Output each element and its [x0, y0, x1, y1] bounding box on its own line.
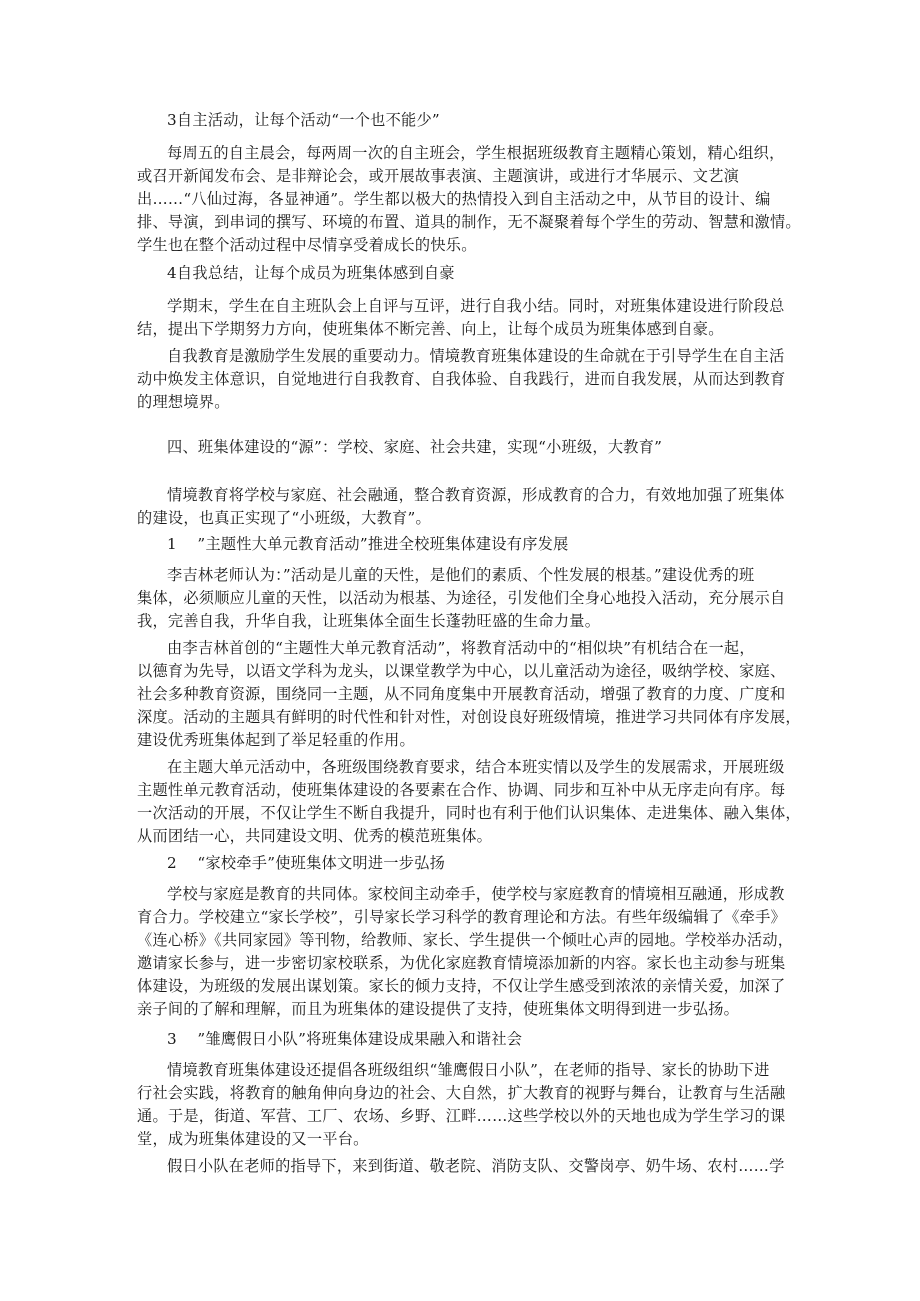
heading-self-activity: 3自主活动，让每个活动“一个也不能少”	[167, 111, 440, 129]
subheading-theme-activity: 1 ”主题性大单元教育活动”推进全校班集体建设有序发展	[167, 535, 569, 553]
paragraph-line: 从而团结一心，共同建设文明、优秀的模范班集体。	[137, 827, 493, 845]
paragraph-line: 的理想境界。	[137, 393, 230, 411]
paragraph-line: 情境教育将学校与家庭、社会融通，整合教育资源，形成教育的合力，有效地加强了班集体	[167, 486, 785, 504]
paragraph-line: 一次活动的开展，不仅让学生不断自我提升，同时也有利于他们认识集体、走进集体、融入集体，	[137, 804, 801, 822]
paragraph-line: 李吉林老师认为：”活动是儿童的天性，是他们的素质、个性发展的根基。”建设优秀的班	[167, 566, 755, 584]
paragraph-line: 由李吉林首创的“主题性大单元教育活动”，将教育活动中的“相似块”有机结合在一起，	[167, 639, 755, 657]
paragraph-line: 集体，必须顺应儿童的天性，以活动为根基、为途径，引发他们全身心地投入活动，充分展示自	[137, 589, 786, 607]
paragraph-line: 排、导演，到串词的撰写、环境的布置、道具的制作，无不凝聚着每个学生的劳动、智慧和激情。	[137, 213, 801, 231]
paragraph-line: 堂，成为班集体建设的又一平台。	[137, 1130, 369, 1148]
paragraph-line: 出……“八仙过海，各显神通”。学生都以极大的热情投入到自主活动之中，从节目的设计、编	[137, 190, 771, 208]
paragraph-line: 社会多种教育资源，围绕同一主题，从不同角度集中开展教育活动，增强了教育的力度、广度和	[137, 685, 786, 703]
subheading-home-school: 2 “家校牵手”使班集体文明进一步弘扬	[167, 854, 446, 872]
paragraph-line: 在主题大单元活动中，各班级围绕教育要求，结合本班实情以及学生的发展需求，开展班级	[167, 758, 785, 776]
paragraph-line: 情境教育班集体建设还提倡各班级组织“雏鹰假日小队”，在老师的指导、家长的协助下进	[167, 1061, 770, 1079]
paragraph-line: 建设优秀班集体起到了举足轻重的作用。	[137, 731, 415, 749]
paragraph-line: 通。于是，街道、军营、工厂、农场、乡野、江畔……这些学校以外的天地也成为学生学习的课	[137, 1107, 786, 1125]
paragraph-line: 学校与家庭是教育的共同体。家校间主动牵手，使学校与家庭教育的情境相互融通，形成教	[167, 885, 785, 903]
paragraph-line: 行社会实践，将教育的触角伸向身边的社会、大自然，扩大教育的视野与舞台，让教育与生活融	[137, 1084, 786, 1102]
paragraph-line: 亲子间的了解和理解，而且为班集体的建设提供了支持，使班集体文明得到进一步弘扬。	[137, 1000, 740, 1018]
paragraph-line: 体建设，为班级的发展出谋划策。家长的倾力支持，不仅让学生感受到浓浓的亲情关爱，加深了	[137, 977, 786, 995]
paragraph-line: 《连心桥》《共同家园》等刊物，给教师、家长、学生提供一个倾吐心声的园地。学校举办活动，	[137, 931, 794, 949]
paragraph-line: 以德育为先导，以语文学科为龙头，以课堂教学为中心，以儿童活动为途径，吸纳学校、家庭、	[137, 662, 786, 680]
paragraph-line: 的建设，也真正实现了“小班级，大教育”。	[137, 509, 431, 527]
paragraph-line: 育合力。学校建立“家长学校”，引导家长学习科学的教育理论和方法。有些年级编辑了《牵手》	[137, 908, 786, 926]
paragraph-line: 学生也在整个活动过程中尽情享受着成长的快乐。	[137, 236, 477, 254]
paragraph-line: 深度。活动的主题具有鲜明的时代性和针对性，对创设良好班级情境，推进学习共同体有序发展，	[137, 708, 801, 726]
paragraph-line: 我，完善自我，升华自我，让班集体全面生长蓬勃旺盛的生命力量。	[137, 612, 601, 630]
paragraph-line: 动中焕发主体意识，自觉地进行自我教育、自我体验、自我践行，进而自我发展，从而达到教育	[137, 370, 786, 388]
paragraph-line: 每周五的自主晨会，每两周一次的自主班会，学生根据班级教育主题精心策划，精心组织，	[167, 144, 785, 162]
paragraph-line: 自我教育是激励学生发展的重要动力。情境教育班集体建设的生命就在于引导学生在自主活	[167, 347, 785, 365]
paragraph-line: 或召开新闻发布会、是非辩论会，或开展故事表演、主题演讲，或进行才华展示、文艺演	[137, 167, 740, 185]
paragraph-line: 结，提出下学期努力方向，使班集体不断完善、向上，让每个成员为班集体感到自豪。	[137, 320, 724, 338]
section-heading-four: 四、班集体建设的“源”：学校、家庭、社会共建，实现“小班级，大教育”	[167, 438, 663, 456]
subheading-eagle-team: 3 ”雏鹰假日小队”将班集体建设成果融入和谐社会	[167, 1030, 523, 1048]
heading-self-summary: 4自我总结，让每个成员为班集体感到自豪	[167, 264, 455, 282]
paragraph-line: 学期末，学生在自主班队会上自评与互评，进行自我小结。同时，对班集体建设进行阶段总	[167, 297, 785, 315]
paragraph-line: 假日小队在老师的指导下，来到街道、敬老院、消防支队、交警岗亭、奶牛场、农村……学	[167, 1157, 785, 1175]
paragraph-line: 邀请家长参与，进一步密切家校联系，为优化家庭教育情境添加新的内容。家长也主动参与班集	[137, 954, 786, 972]
paragraph-line: 主题性单元教育活动，使班集体建设的各要素在合作、协调、同步和互补中从无序走向有序。每	[137, 781, 786, 799]
